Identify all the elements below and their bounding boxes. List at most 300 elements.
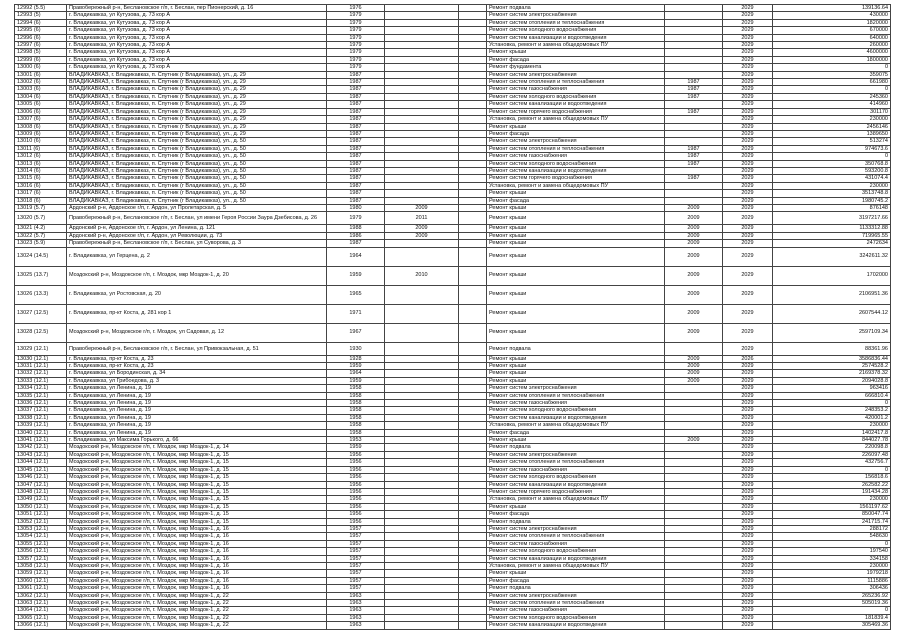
cell-build-year: 1987 [327, 145, 385, 152]
cell-cost: 230000 [773, 562, 891, 569]
cell-row-id: 13009 (6) [15, 130, 67, 137]
table-row [15, 437, 891, 444]
table-row [15, 600, 891, 607]
cell-address: Ардонский р-н, Ардонское г/п, г. Ардон, ул Пролетарская, д. 5 [67, 204, 327, 211]
cell-work-type: Ремонт систем холодного водоснабжения [487, 93, 665, 100]
cell-cost: 1389650 [773, 130, 891, 137]
cell-address: ВЛАДИКАВКАЗ, г. Владикавказ, п. Спутник (г Владикавказ), ул., д. 50 [67, 153, 327, 160]
cell-last-repair-year: 1987 [665, 160, 723, 167]
cell-last-repair-year [665, 429, 723, 436]
table-row [15, 212, 891, 225]
cell-address: ВЛАДИКАВКАЗ, г. Владикавказ, п. Спутник (г Владикавказ), ул., д. 29 [67, 71, 327, 78]
cell-extra [459, 27, 487, 34]
cell-extra [459, 247, 487, 266]
cell-build-year: 1979 [327, 34, 385, 41]
cell-build-year: 1956 [327, 488, 385, 495]
cell-work-type: Ремонт систем канализации и водоотведения [487, 101, 665, 108]
cell-extra [459, 540, 487, 547]
cell-cost: 2169378.32 [773, 370, 891, 377]
table-row [15, 592, 891, 599]
cell-row-id: 13025 (13.7) [15, 266, 67, 285]
cell-repair-year [385, 370, 459, 377]
cell-last-repair-year: 1987 [665, 108, 723, 115]
cell-row-id: 13055 (12.1) [15, 540, 67, 547]
table-row [15, 518, 891, 525]
cell-work-type: Ремонт подвала [487, 342, 665, 355]
cell-address: Моздокский р-н, Моздокское г/п, г. Моздок, мкр Моздок-1, д. 22 [67, 592, 327, 599]
cell-plan-year: 2029 [723, 370, 773, 377]
cell-last-repair-year [665, 451, 723, 458]
cell-extra [459, 592, 487, 599]
cell-work-type: Ремонт систем отопления и теплоснабжения [487, 145, 665, 152]
cell-row-id: 13060 (12.1) [15, 577, 67, 584]
cell-extra [459, 407, 487, 414]
cell-address: ВЛАДИКАВКАЗ, г. Владикавказ, п. Спутник (г Владикавказ), ул., д. 29 [67, 130, 327, 137]
cell-extra [459, 160, 487, 167]
cell-extra [459, 93, 487, 100]
cell-build-year: 1957 [327, 555, 385, 562]
cell-cost: 414960 [773, 101, 891, 108]
cell-extra [459, 570, 487, 577]
cell-last-repair-year: 1987 [665, 86, 723, 93]
cell-repair-year [385, 34, 459, 41]
cell-last-repair-year [665, 548, 723, 555]
table-row [15, 225, 891, 232]
cell-address: г. Владикавказ, ул Ленина, д. 19 [67, 429, 327, 436]
table-row [15, 182, 891, 189]
cell-repair-year [385, 116, 459, 123]
cell-work-type: Ремонт систем холодного водоснабжения [487, 614, 665, 621]
cell-plan-year: 2029 [723, 488, 773, 495]
cell-repair-year [385, 240, 459, 247]
cell-work-type: Установка, ремонт и замена общедомовых ПУ [487, 496, 665, 503]
cell-address: Моздокский р-н, Моздокское г/п, г. Моздок, мкр Моздок-1, д. 22 [67, 607, 327, 614]
cell-cost: 1979218 [773, 570, 891, 577]
cell-cost: 1115886 [773, 577, 891, 584]
cell-work-type: Ремонт фасада [487, 577, 665, 584]
cell-cost: 0 [773, 64, 891, 71]
cell-extra [459, 12, 487, 19]
cell-build-year: 1956 [327, 474, 385, 481]
cell-cost: 305469.36 [773, 622, 891, 629]
cell-build-year: 1964 [327, 247, 385, 266]
cell-plan-year: 2029 [723, 116, 773, 123]
cell-row-id: 13034 (12.1) [15, 385, 67, 392]
cell-plan-year: 2029 [723, 153, 773, 160]
cell-address: г. Владикавказ, ул Ленина, д. 19 [67, 392, 327, 399]
cell-last-repair-year [665, 525, 723, 532]
cell-cost: 1702000 [773, 266, 891, 285]
cell-work-type: Ремонт подвала [487, 444, 665, 451]
cell-extra [459, 153, 487, 160]
cell-extra [459, 240, 487, 247]
cell-row-id: 13043 (12.1) [15, 451, 67, 458]
cell-build-year: 1963 [327, 600, 385, 607]
cell-cost: 350768.8 [773, 160, 891, 167]
cell-extra [459, 400, 487, 407]
cell-address: Моздокский р-н, Моздокское г/п, г. Моздок, мкр Моздок-1, д. 15 [67, 488, 327, 495]
cell-row-id: 13032 (12.1) [15, 370, 67, 377]
cell-work-type: Ремонт систем электроснабжения [487, 385, 665, 392]
cell-build-year: 1979 [327, 56, 385, 63]
cell-plan-year: 2029 [723, 138, 773, 145]
cell-address: ВЛАДИКАВКАЗ, г. Владикавказ, п. Спутник (г Владикавказ), ул., д. 29 [67, 108, 327, 115]
cell-repair-year [385, 592, 459, 599]
cell-cost: 963416 [773, 385, 891, 392]
cell-build-year: 1956 [327, 466, 385, 473]
cell-repair-year [385, 342, 459, 355]
table-row [15, 304, 891, 323]
cell-cost: 334158 [773, 555, 891, 562]
cell-cost: 3197217.66 [773, 212, 891, 225]
cell-build-year: 1957 [327, 562, 385, 569]
cell-address: г. Владикавказ, пр-кт Коста, д. 281 кор 1 [67, 304, 327, 323]
cell-work-type: Ремонт крыши [487, 377, 665, 384]
table-row [15, 108, 891, 115]
table-row [15, 197, 891, 204]
cell-repair-year [385, 27, 459, 34]
cell-address: ВЛАДИКАВКАЗ, г. Владикавказ, п. Спутник (г Владикавказ), ул., д. 50 [67, 138, 327, 145]
cell-extra [459, 190, 487, 197]
table-row [15, 400, 891, 407]
table-row [15, 451, 891, 458]
cell-last-repair-year [665, 481, 723, 488]
cell-extra [459, 377, 487, 384]
cell-last-repair-year [665, 562, 723, 569]
cell-work-type: Ремонт крыши [487, 437, 665, 444]
cell-last-repair-year [665, 459, 723, 466]
cell-build-year: 1987 [327, 160, 385, 167]
table-row [15, 622, 891, 629]
cell-row-id: 13044 (12.1) [15, 459, 67, 466]
cell-last-repair-year [665, 27, 723, 34]
cell-repair-year [385, 160, 459, 167]
cell-plan-year: 2029 [723, 377, 773, 384]
cell-row-id: 13042 (12.1) [15, 444, 67, 451]
table-row [15, 496, 891, 503]
cell-address: г. Владикавказ, ул Кутузова, д. 73 кор А [67, 42, 327, 49]
cell-address: ВЛАДИКАВКАЗ, г. Владикавказ, п. Спутник (г Владикавказ), ул., д. 50 [67, 160, 327, 167]
cell-address: г. Владикавказ, ул Ростовская, д. 20 [67, 285, 327, 304]
cell-cost: 2607544.12 [773, 304, 891, 323]
cell-row-id: 13022 (5.7) [15, 232, 67, 239]
cell-row-id: 13011 (6) [15, 145, 67, 152]
cell-row-id: 13040 (12.1) [15, 429, 67, 436]
cell-row-id: 13045 (12.1) [15, 466, 67, 473]
cell-work-type: Ремонт крыши [487, 190, 665, 197]
cell-last-repair-year [665, 466, 723, 473]
cell-cost: 432756.7 [773, 459, 891, 466]
cell-repair-year [385, 474, 459, 481]
cell-row-id: 13037 (12.1) [15, 407, 67, 414]
cell-build-year: 1959 [327, 363, 385, 370]
cell-address: Правобережный р-н, Беслановское г/п, г. Беслан, пер Пионерский, д. 16 [67, 5, 327, 12]
cell-extra [459, 614, 487, 621]
cell-build-year: 1979 [327, 19, 385, 26]
cell-plan-year: 2029 [723, 56, 773, 63]
cell-extra [459, 232, 487, 239]
cell-plan-year: 2029 [723, 592, 773, 599]
cell-last-repair-year: 2009 [665, 247, 723, 266]
cell-build-year: 1958 [327, 392, 385, 399]
cell-build-year: 1987 [327, 197, 385, 204]
table-row [15, 232, 891, 239]
cell-build-year: 1930 [327, 342, 385, 355]
cell-work-type: Ремонт крыши [487, 355, 665, 362]
cell-last-repair-year [665, 167, 723, 174]
cell-repair-year [385, 86, 459, 93]
cell-address: Моздокский р-н, Моздокское г/п, г. Моздок, мкр Моздок-1, д. 22 [67, 600, 327, 607]
cell-extra [459, 145, 487, 152]
table-row [15, 392, 891, 399]
cell-row-id: 12996 (6) [15, 34, 67, 41]
cell-cost: 505019.36 [773, 600, 891, 607]
cell-build-year: 1979 [327, 64, 385, 71]
cell-repair-year: 2009 [385, 204, 459, 211]
cell-repair-year [385, 488, 459, 495]
cell-plan-year: 2029 [723, 570, 773, 577]
cell-repair-year [385, 548, 459, 555]
cell-plan-year: 2029 [723, 160, 773, 167]
cell-last-repair-year: 1987 [665, 175, 723, 182]
cell-plan-year: 2029 [723, 540, 773, 547]
cell-last-repair-year [665, 116, 723, 123]
cell-repair-year [385, 400, 459, 407]
cell-extra [459, 212, 487, 225]
cell-cost: 719965.55 [773, 232, 891, 239]
cell-repair-year [385, 79, 459, 86]
cell-last-repair-year: 1987 [665, 79, 723, 86]
cell-address: г. Владикавказ, ул Кутузова, д. 73 кор А [67, 27, 327, 34]
cell-plan-year: 2029 [723, 496, 773, 503]
cell-repair-year [385, 64, 459, 71]
cell-work-type: Ремонт систем канализации и водоотведения [487, 555, 665, 562]
cell-plan-year: 2029 [723, 481, 773, 488]
cell-address: ВЛАДИКАВКАЗ, г. Владикавказ, п. Спутник (г Владикавказ), ул., д. 50 [67, 197, 327, 204]
table-row [15, 175, 891, 182]
cell-cost: 640000 [773, 34, 891, 41]
table-row [15, 614, 891, 621]
cell-repair-year [385, 503, 459, 510]
cell-extra [459, 518, 487, 525]
cell-extra [459, 622, 487, 629]
cell-row-id: 13002 (6) [15, 79, 67, 86]
cell-plan-year: 2029 [723, 407, 773, 414]
cell-work-type: Ремонт систем электроснабжения [487, 525, 665, 532]
cell-row-id: 13053 (12.1) [15, 525, 67, 532]
cell-last-repair-year [665, 19, 723, 26]
cell-repair-year [385, 496, 459, 503]
table-row [15, 540, 891, 547]
cell-last-repair-year [665, 49, 723, 56]
cell-plan-year: 2029 [723, 600, 773, 607]
cell-cost: 359075 [773, 71, 891, 78]
cell-extra [459, 562, 487, 569]
cell-extra [459, 474, 487, 481]
cell-work-type: Ремонт систем холодного водоснабжения [487, 160, 665, 167]
cell-row-id: 13041 (12.1) [15, 437, 67, 444]
cell-plan-year: 2029 [723, 130, 773, 137]
cell-plan-year: 2029 [723, 577, 773, 584]
cell-row-id: 12993 (5) [15, 12, 67, 19]
cell-last-repair-year: 2009 [665, 240, 723, 247]
cell-repair-year [385, 562, 459, 569]
cell-cost: 3513748.8 [773, 190, 891, 197]
cell-work-type: Ремонт крыши [487, 123, 665, 130]
cell-address: Моздокский р-н, Моздокское г/п, г. Моздок, мкр Моздок-1, д. 22 [67, 614, 327, 621]
cell-address: ВЛАДИКАВКАЗ, г. Владикавказ, п. Спутник (г Владикавказ), ул., д. 29 [67, 101, 327, 108]
cell-cost: 670000 [773, 27, 891, 34]
cell-last-repair-year [665, 592, 723, 599]
table-row [15, 429, 891, 436]
cell-extra [459, 496, 487, 503]
document-page [14, 4, 892, 634]
cell-address: г. Владикавказ, пр-кт Коста, д. 23 [67, 355, 327, 362]
cell-address: г. Владикавказ, ул Кутузова, д. 73 кор А [67, 56, 327, 63]
cell-cost: 850047.74 [773, 511, 891, 518]
cell-last-repair-year: 2009 [665, 204, 723, 211]
cell-build-year: 1967 [327, 323, 385, 342]
table-row [15, 577, 891, 584]
cell-build-year: 1953 [327, 437, 385, 444]
cell-extra [459, 64, 487, 71]
cell-build-year: 1956 [327, 481, 385, 488]
cell-last-repair-year: 2009 [665, 232, 723, 239]
cell-extra [459, 34, 487, 41]
table-row [15, 414, 891, 421]
cell-repair-year [385, 614, 459, 621]
cell-row-id: 13046 (12.1) [15, 474, 67, 481]
cell-repair-year [385, 93, 459, 100]
cell-build-year: 1986 [327, 232, 385, 239]
cell-repair-year [385, 429, 459, 436]
cell-cost: 241715.74 [773, 518, 891, 525]
cell-work-type: Ремонт систем горячего водоснабжения [487, 488, 665, 495]
cell-work-type: Ремонт систем электроснабжения [487, 12, 665, 19]
cell-row-id: 13035 (12.1) [15, 392, 67, 399]
cell-extra [459, 429, 487, 436]
cell-row-id: 13065 (12.1) [15, 614, 67, 621]
cell-row-id: 13027 (12.5) [15, 304, 67, 323]
cell-build-year: 1963 [327, 592, 385, 599]
cell-last-repair-year [665, 71, 723, 78]
cell-work-type: Ремонт систем электроснабжения [487, 592, 665, 599]
cell-work-type: Ремонт крыши [487, 204, 665, 211]
table-row [15, 93, 891, 100]
cell-last-repair-year: 2009 [665, 437, 723, 444]
cell-repair-year [385, 451, 459, 458]
cell-plan-year: 2029 [723, 34, 773, 41]
cell-address: г. Владикавказ, ул Максима Горького, д. 66 [67, 437, 327, 444]
cell-plan-year: 2029 [723, 562, 773, 569]
cell-repair-year [385, 525, 459, 532]
table-row [15, 123, 891, 130]
cell-build-year: 1963 [327, 607, 385, 614]
cell-last-repair-year [665, 5, 723, 12]
cell-build-year: 1956 [327, 496, 385, 503]
cell-extra [459, 451, 487, 458]
cell-repair-year [385, 437, 459, 444]
cell-row-id: 13018 (6) [15, 197, 67, 204]
cell-repair-year [385, 197, 459, 204]
cell-cost: 262582.22 [773, 481, 891, 488]
cell-build-year: 1979 [327, 42, 385, 49]
cell-build-year: 1980 [327, 204, 385, 211]
cell-build-year: 1956 [327, 451, 385, 458]
cell-last-repair-year [665, 101, 723, 108]
cell-work-type: Ремонт крыши [487, 212, 665, 225]
table-row [15, 49, 891, 56]
cell-last-repair-year [665, 600, 723, 607]
cell-plan-year: 2029 [723, 392, 773, 399]
cell-cost: 0 [773, 153, 891, 160]
table-row [15, 444, 891, 451]
cell-plan-year: 2029 [723, 27, 773, 34]
cell-extra [459, 19, 487, 26]
cell-cost: 1133312.88 [773, 225, 891, 232]
table-row [15, 533, 891, 540]
cell-address: Ардонский р-н, Ардонское г/п, г. Ардон, ул Революции, д. 73 [67, 232, 327, 239]
cell-repair-year [385, 101, 459, 108]
cell-work-type: Установка, ремонт и замена общедомовых ПУ [487, 116, 665, 123]
cell-row-id: 13020 (5.7) [15, 212, 67, 225]
cell-last-repair-year [665, 585, 723, 592]
cell-extra [459, 86, 487, 93]
cell-build-year: 1987 [327, 93, 385, 100]
cell-row-id: 13023 (5.9) [15, 240, 67, 247]
cell-row-id: 12994 (6) [15, 19, 67, 26]
cell-last-repair-year: 2009 [665, 323, 723, 342]
cell-build-year: 1957 [327, 533, 385, 540]
cell-address: Моздокский р-н, Моздокское г/п, г. Моздок, ул Садовая, д. 12 [67, 323, 327, 342]
table-row [15, 101, 891, 108]
cell-row-id: 13036 (12.1) [15, 400, 67, 407]
cell-cost: 306436 [773, 585, 891, 592]
cell-plan-year: 2029 [723, 12, 773, 19]
cell-plan-year: 2029 [723, 437, 773, 444]
cell-plan-year: 2029 [723, 323, 773, 342]
cell-repair-year [385, 385, 459, 392]
cell-build-year: 1956 [327, 518, 385, 525]
cell-build-year: 1957 [327, 585, 385, 592]
cell-last-repair-year [665, 42, 723, 49]
cell-last-repair-year [665, 503, 723, 510]
cell-address: ВЛАДИКАВКАЗ, г. Владикавказ, п. Спутник (г Владикавказ), ул., д. 50 [67, 182, 327, 189]
cell-address: Моздокский р-н, Моздокское г/п, г. Моздок, мкр Моздок-1, д. 16 [67, 525, 327, 532]
cell-address: ВЛАДИКАВКАЗ, г. Владикавказ, п. Спутник (г Владикавказ), ул., д. 50 [67, 145, 327, 152]
cell-extra [459, 444, 487, 451]
cell-plan-year: 2029 [723, 225, 773, 232]
cell-last-repair-year [665, 56, 723, 63]
cell-cost: 265236.92 [773, 592, 891, 599]
cell-last-repair-year: 2009 [665, 363, 723, 370]
cell-address: Моздокский р-н, Моздокское г/п, г. Моздок, мкр Моздок-1, д. 16 [67, 533, 327, 540]
cell-repair-year [385, 130, 459, 137]
cell-build-year: 1987 [327, 123, 385, 130]
cell-cost: 220098.8 [773, 444, 891, 451]
cell-repair-year [385, 153, 459, 160]
cell-last-repair-year [665, 197, 723, 204]
cell-work-type: Ремонт фасада [487, 130, 665, 137]
cell-extra [459, 392, 487, 399]
cell-work-type: Установка, ремонт и замена общедомовых ПУ [487, 422, 665, 429]
cell-cost: 3242611.32 [773, 247, 891, 266]
cell-row-id: 13048 (12.1) [15, 488, 67, 495]
cell-row-id: 13012 (6) [15, 153, 67, 160]
cell-extra [459, 304, 487, 323]
cell-repair-year [385, 12, 459, 19]
cell-repair-year [385, 414, 459, 421]
